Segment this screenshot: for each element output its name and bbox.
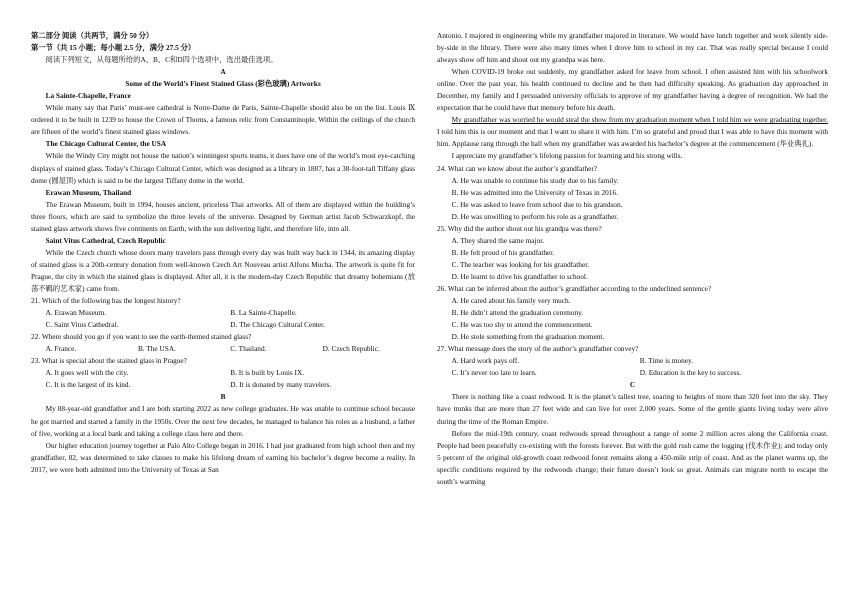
option-c: C. He was too shy to attend the commencement. [451,320,593,330]
passage-b-paragraph: Our higher education journey together at Palo Alto College began in 2016. I had just graduated from high school then and my grandfather, 82, was determined to take classes to make his lifelong dream of earning his bachelor’s degree become a reality. In 2017, we were both admitted into the University of Texas at San [31,440,415,474]
left-column [31,30,415,476]
option-a: A. It goes well with the city. [45,368,129,378]
option-c: C. It is the largest of its kind. [45,380,131,390]
option-b: B. He didn’t attend the graduation ceremony. [451,308,584,318]
options-row [31,319,415,331]
passage-b-paragraph: Antonio. I majored in engineering while my grandfather majored in literature. We would have lunch together and work silently side-by-side in the library. There were also many times when I drove him to school in my car. That was really special because I could always show off him and shout out my grandpa was here. [437,31,828,65]
options-row [31,307,415,319]
question-25: 25. Why did the author shout out his grandpa was there? [437,223,602,233]
passage-b-paragraph [437,114,828,150]
option-a: A. France. [45,344,77,354]
option-b: B. Time is money. [639,356,694,366]
option-d: D. The Chicago Cultural Center. [230,320,326,330]
options-row [437,367,828,379]
option-a: A. Hard work pays off. [451,356,520,366]
paragraph-rest: I told him this is our moment and that I want to share it with him. I’m so grateful and proud that I was able to have this moment with him. Applause rang through the hall when my grandfather was awarded his bachelor’s degree at the commencement (毕业典礼). [437,127,828,149]
option-d: D. It is donated by many travelers. [230,380,332,390]
passage-c-letter: C [629,380,636,390]
options-row [31,367,415,379]
question-21: 21. Which of the following has the longest history? [31,296,181,306]
option-c: C. Saint Vitus Cathedral. [45,320,119,330]
option-c: C. The teacher was looking for his grandfather. [451,259,590,269]
options-row [31,343,415,355]
option-b: B. He felt proud of his grandfather. [451,247,555,257]
options-row [437,355,828,367]
option-b: B. He was admitted into the University of Texas in 2016. [451,187,618,197]
question-26: 26. What can be inferred about the author’s grandfather according to the underlined sentence? [437,283,712,293]
underlined-sentence: My grandfather was worried he would steal the show from my graduation moment when I told him we were graduating together. [451,115,828,125]
option-c: C. He was asked to leave from school due to his grandson. [451,199,623,209]
section-text: While the Windy City might not house the nation’s winningest sports teams, it does have one of the world’s most eye-catching displays of stained glass. Today’s Chicago Cultural Center, which was designed as a library in 1887, has a 38-foot-tall Tiffany glass dome (圆屋顶) which is said to be the largest Tiffany dome in the world. [31,151,415,185]
options-row [31,379,415,391]
part-title: 第二部分 阅读（共两节，满分 50 分） [31,31,154,40]
question-27: 27. What message does the story of the author’s grandfather convey? [437,344,639,354]
option-a: A. He cared about his family very much. [451,296,571,306]
section-text: The Erawan Museum, built in 1994, houses ancient, priceless Thai artworks. All of them are displayed within the building’s three floors, which are said to symbolize the three levels of the universe. Designed by German artist Jacob Schwarzkopf, the stained glass artwork shows five continents on Earth, with the sun delivering light, and therefore life, into all. [31,199,415,233]
option-a: A. Erawan Museum. [45,308,106,318]
option-c: C. It’s never too late to learn. [451,368,537,378]
option-d: D. Education is the key to success. [639,368,742,378]
passage-b-paragraph: My 88-year-old grandfather and I are both starting 2022 as new college graduates. He was unable to continue school because he got married and started a family in the 1950s. Over the next few decades, he managed to balance his roles as a husband, a father of five, working at a local bank and taking a college class here and there. [31,404,415,438]
option-b: B. The USA. [137,344,176,354]
section-heading: Erawan Museum, Thailand [45,187,132,197]
section-heading: Saint Vitus Cathedral, Czech Republic [45,235,166,245]
option-b: B. It is built by Louis IX. [230,368,305,378]
section-text: While the Czech church whose doors many travelers pass through every day was built way back in 1344, its amazing display of stained glass is a 20th-century donation from well-known Czech Art Nouveau artist Alfons Mucha. The artwork is quite fit for Prague, the city in which the stained glass is displayed. After all, it is the modern-day Czech Republic that dreamy bohemians (放荡不羁的艺术家) came from. [31,247,415,293]
question-23: 23. What is special about the stained glass in Prague? [31,356,187,366]
passage-c-paragraph: Before the mid-19th century, coast redwoods spread throughout a range of some 2 million acres along the California coast. People had been peacefully co-existing with the forests forever. But with the gold rush came the logging (伐木作业); and today only 5 percent of the original old-growth coast redwood forest remains along a 450-mile strip of coast. And as the planet warms up, the specific conditions required by the redwoods change; their future doesn’t look so great. Animals can migrate north to escape the south’s warming [437,428,828,486]
option-a: A. They shared the same major. [451,235,545,245]
passage-a-title: Some of the World’s Finest Stained Glass (彩色玻璃) Artworks [125,79,321,89]
passage-b-paragraph: When COVID-19 broke out suddenly, my grandfather asked for leave from school. I often assisted him with his schoolwork online. Over the past year, his health continued to decline and he then had difficulty speaking. As graduation day approached in December, my family and I persuaded university officials to approve of my grandfather having a degree of recognition. We had the expectation that he could have that memory before his death. [437,67,828,113]
passage-b-paragraph: I appreciate my grandfather’s lifelong passion for learning and his strong wills. [451,151,683,161]
option-a: A. He was unable to continue his study due to his family. [451,175,619,185]
option-d: D. Czech Republic. [322,344,380,354]
passage-b-letter: B [220,392,226,402]
option-d: D. He was unwilling to perform his role as a grandfather. [451,211,619,221]
passage-c-paragraph: There is nothing like a coast redwood. It is the planet’s tallest tree, soaring to heights of more than 320 feet into the sky. They have trunks that are more than 27 feet wide and can live for over 2,000 years. Some of the gentle giants living today were alive during the time of the Roman Empire. [437,392,828,426]
passage-a-letter: A [220,67,226,77]
option-d: D. He stole something from the graduation moment. [451,332,605,342]
question-22: 22. Where should you go if you want to see the earth-themed stained glass? [31,332,252,342]
section-heading: La Sainte-Chapelle, France [45,91,131,101]
instructions: 阅读下列短文，从每题所给的A、B、C和D四个选项中，选出最佳选项。 [45,55,278,65]
option-c: C. Thailand. [230,344,267,354]
section-heading: The Chicago Cultural Center, the USA [45,139,167,149]
right-column [437,30,828,488]
option-b: B. La Sainte-Chapelle. [230,308,297,318]
section1-title: 第一节（共 15 小题；每小题 2.5 分，满分 27.5 分） [31,43,196,53]
question-24: 24. What can we know about the author’s grandfather? [437,163,598,173]
option-d: D. He learnt to drive his grandfather to school. [451,271,588,281]
section-text: While many say that Paris’ must-see cathedral is Notre-Dame de Paris, Sainte-Chapelle should also be on the list. Louis Ⅸ ordered it to be built in 1239 to house the Crown of Thorns, a famous relic from Constantinople. Within the ceilings of the church are fifteen of the world’s finest stained glass windows. [31,103,415,137]
